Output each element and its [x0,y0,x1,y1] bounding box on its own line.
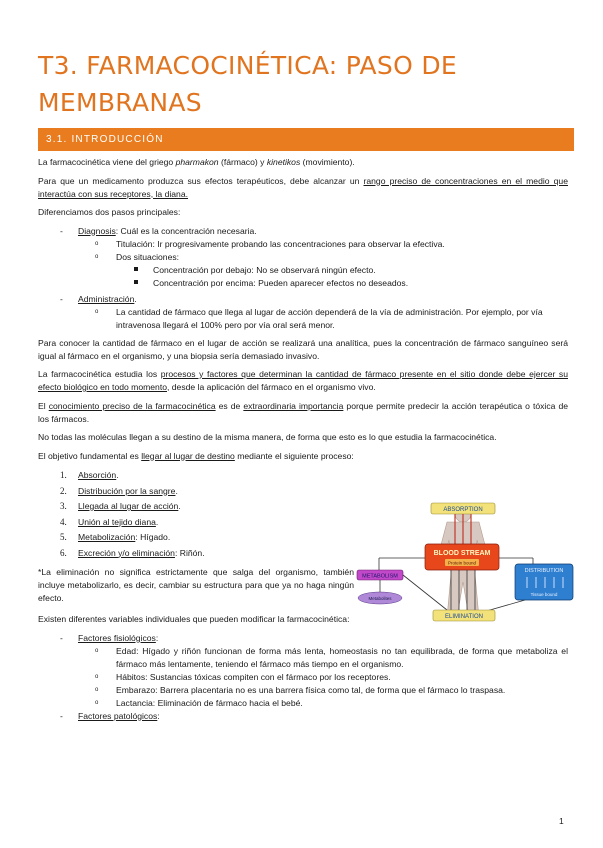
list-item-diagnosis: - Diagnosis: Cuál es la concentración necesaria. [60,225,257,236]
document-body [38,156,568,723]
list-item: 1. Absorción. [60,470,119,480]
list-item-lactancia: o Lactancia: Eliminación de fármaco hacia el bebé. [95,697,303,708]
paragraph-pasos: Diferenciamos dos pasos principales: [38,207,181,217]
dash-marker: - [60,632,63,643]
paragraph-variables: Existen diferentes variables individuales que pueden modificar la farmacocinética: [38,614,350,624]
square-bullet-icon [134,280,138,284]
list-item-fisiologicos: - Factores fisiológicos: [60,632,159,643]
list-item-encima: Concentración por encima: Pueden aparecer efectos no deseados. [38,277,568,290]
list-item-cantidad: o La cantidad de fármaco que llega al lugar de acción dependerá de la vía de administración. Por ejemplo, por vía intravenosa llegará el 100% pero por vía oral será menor. [95,306,543,330]
circle-marker: o [95,240,99,247]
bloodstream-label: BLOOD STREAM [433,550,491,557]
circle-marker: o [95,253,99,260]
list-item: 4. Unión al tejido diana. [60,516,159,527]
circle-marker: o [95,673,99,680]
circle-marker: o [95,699,99,706]
metabolism-label: METABOLISM [362,573,398,580]
page-number: 1 [559,816,564,826]
list-item-edad: o Edad: Hígado y riñón funcionan de forma más lenta, homeostasis no tan equilibrada, de forma que metaboliza el fármaco más lentamente, teniendo el fármaco más tiempo en el organismo. [95,645,568,669]
paragraph-moleculas: No todas las moléculas llegan a su destino de la misma manera, de forma que esto es lo que estudia la farmacocinética. [38,432,497,442]
dash-marker: - [60,293,63,304]
paragraph-analitica: Para conocer la cantidad de fármaco en el lugar de acción se realizará una analítica, pues la concentración de fármaco sanguíneo será igual al fármaco en el organismo, y una biopsia sería demasiado invasivo. [38,337,568,361]
metabolites-label: Metabolites [368,595,392,601]
paragraph-objetivo: El objetivo fundamental es llegar al lugar de destino mediante el siguiente proceso: [38,450,354,461]
pharmacokinetics-diagram [355,500,578,624]
bloodstream-box [425,544,499,570]
dash-marker: - [60,225,63,236]
tissue-bound-label: Tissue bound [530,592,558,597]
list-item-situaciones: o Dos situaciones: [95,251,180,262]
list-item-titulacion: o Titulación: Ir progresivamente probando las concentraciones para observar la efectiva. [95,238,445,249]
absorption-label: ABSORPTION [443,507,483,513]
paragraph-estudia: La farmacocinética estudia los procesos y factores que determinan la cantidad de fármaco presente en el sitio donde debe ejercer su efecto biológico en todo momento, desde la aplicación del fármaco en el organismo vivo. [38,369,568,392]
list-item: 2. Distribución por la sangre. [60,485,178,496]
list-item: 3. Llegada al lugar de acción. [60,501,181,511]
circle-marker: o [95,686,99,693]
dash-marker: - [60,710,63,721]
intro-paragraph: La farmacocinética viene del griego pharmakon (fármaco) y kinetikos (movimiento). [38,157,355,167]
elimination-label: ELIMINATION [445,614,483,620]
protein-bound-label: Protein bound [447,560,477,566]
distribution-label: DISTRIBUTION [524,568,564,574]
list-item-patologicos: - Factores patológicos: [60,710,160,721]
paragraph-conocimiento: El conocimiento preciso de la farmacocinética es de extraordinaria importancia porque permite predecir la acción terapéutica o tóxica de los fármacos. [38,400,568,424]
paragraph-efectos: Para que un medicamento produzca sus efectos terapéuticos, debe alcanzar un rango preciso de concentraciones en el medio que interactúa con sus receptores, la diana. [38,175,568,199]
list-item-bajo: Concentración por debajo: No se observará ningún efecto. [38,264,568,277]
page-title: T3. FARMACOCINÉTICA: PASO DE MEMBRANAS [38,51,457,117]
list-item: 5. Metabolización: Hígado. [60,532,171,542]
circle-marker: o [95,308,99,315]
list-item-embarazo: o Embarazo: Barrera placentaria no es una barrera física como tal, de forma que el fármaco lo traspasa. [95,684,506,695]
note-eliminacion: *La eliminación no significa estrictamente que salga del organismo, también incluye metabolizarlo, es decir, cambiar su estructura para que ya no haga ningún efecto. [38,567,354,603]
square-bullet-icon [134,267,138,271]
process-list [38,468,354,561]
circle-marker: o [95,647,99,654]
list-item: 6. Excreción y/o eliminación: Riñón. [60,547,205,558]
list-item-administracion: - Administración. [60,293,137,304]
section-header: 3.1. INTRODUCCIÓN [38,128,574,151]
list-item-habitos: o Hábitos: Sustancias tóxicas compiten con el fármaco por los receptores. [95,671,391,682]
